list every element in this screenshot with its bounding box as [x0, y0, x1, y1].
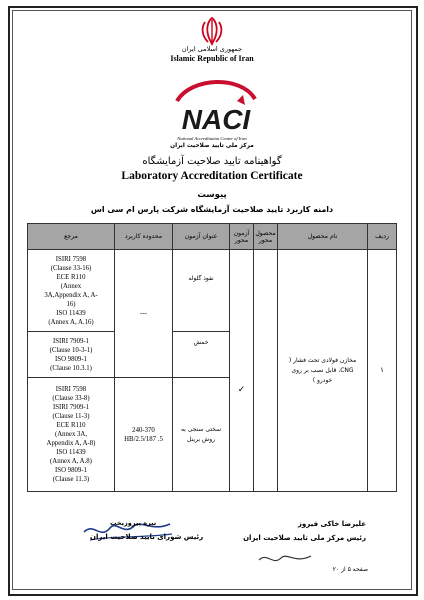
reference-line: 3A,Appendix A, A- — [44, 291, 98, 299]
reference-line: ISO 11439 — [56, 449, 86, 456]
test-axis-cell — [230, 250, 254, 492]
reference-line: ECE R110 — [56, 273, 86, 281]
reference-line: (Clause 10-3-1) — [49, 346, 93, 354]
country-name-en: Islamic Republic of Iran — [170, 54, 254, 63]
reference-cell — [28, 250, 115, 332]
reference-line: (Annex A, A.16) — [48, 318, 94, 326]
naci-logo — [171, 71, 261, 141]
range-cell: 240-370 HB/2.5/187 .5 — [115, 378, 173, 492]
header-range: محدوده کاربرد — [115, 224, 173, 250]
header-product-name: نام محصول — [278, 224, 368, 250]
reference-cell — [28, 332, 115, 378]
range-cell: --- — [115, 250, 173, 378]
product-name-cell: مخازن فولادی تحت فشار ( CNG، قابل نصب بر روی خودرو ) — [278, 250, 368, 492]
reference-line: (Clause 33-16) — [50, 264, 92, 272]
header-test-axis: آزمون محور — [230, 224, 254, 250]
reference-line: ISIRI 7598 — [55, 386, 87, 393]
reference-line: ECE R110 — [56, 422, 86, 429]
reference-line: ISO 9809-1 — [55, 467, 87, 474]
appendix-label: پیوست — [197, 190, 227, 200]
row-number-cell: ۱ — [368, 250, 397, 492]
reference-line: (Annex — [60, 282, 82, 290]
naci-name-fa: مرکز ملی تایید صلاحیت ایران — [170, 143, 254, 149]
reference-cell — [28, 378, 115, 492]
test-title-cell: سختی سنجی به روش برینل — [173, 378, 230, 492]
reference-line: (Annex 3A, — [54, 431, 88, 438]
certificate-title-fa: گواهینامه تایید صلاحیت آزمایشگاه — [142, 156, 282, 167]
reference-line: ISIRI 7909-1 — [52, 404, 90, 411]
reference-line: (Clause 11-3) — [52, 413, 90, 420]
left-signatory-title: رئیس شورای تایید صلاحیت ایران — [90, 533, 204, 541]
reference-line: ISO 11439 — [56, 309, 86, 317]
checkmark-icon: ✓ — [237, 385, 246, 395]
test-title-cell: خمش — [173, 332, 230, 378]
reference-line: (Clause 33-8) — [52, 395, 90, 402]
right-signatory-name: علیرضا خاکی فیروز — [297, 520, 366, 528]
reference-line: ISO 9809-1 — [55, 355, 87, 363]
left-signatory-name: نیره پیروزبخت — [110, 519, 157, 527]
header-row-no: ردیف — [368, 224, 397, 250]
reference-line: (Clause 11.3) — [52, 476, 90, 483]
scope-title: دامنه کاربرد تایید صلاحیت آزمایشگاه شرکت پارس ام سی اس — [90, 205, 334, 214]
naci-subtitle: National Accreditation Center of Iran — [177, 136, 247, 141]
reference-line: ISIRI 7598 — [55, 255, 87, 263]
signature-right — [255, 546, 315, 570]
header-test-title: عنوان آزمون — [173, 224, 230, 250]
header-product-axis: محصول محور — [254, 224, 278, 250]
iran-emblem-icon — [199, 14, 225, 48]
header-reference: مرجع — [28, 224, 115, 250]
reference-line: Appendix A, A-8) — [46, 440, 96, 447]
naci-logo-text: NACI — [181, 104, 251, 135]
right-signatory-title: رئیس مرکز ملی تایید صلاحیت ایران — [243, 534, 366, 542]
accreditation-table — [27, 223, 397, 492]
reference-line: ISIRI 7909-1 — [52, 337, 90, 345]
table-header-row — [28, 224, 397, 250]
country-name-fa: جمهوری اسلامی ایران — [181, 45, 243, 53]
signature-left — [80, 510, 180, 550]
table-row — [28, 250, 397, 332]
reference-line: 16) — [66, 300, 76, 308]
product-axis-cell — [254, 250, 278, 492]
page-number: صفحه ۵ از ۲۰ — [332, 566, 368, 573]
test-title-cell: نفوذ گلوله — [173, 250, 230, 332]
certificate-title-en: Laboratory Accreditation Certificate — [121, 170, 303, 182]
reference-line: (Annex A, A.8) — [50, 458, 92, 465]
reference-line: (Clause 10.3.1) — [50, 364, 92, 372]
